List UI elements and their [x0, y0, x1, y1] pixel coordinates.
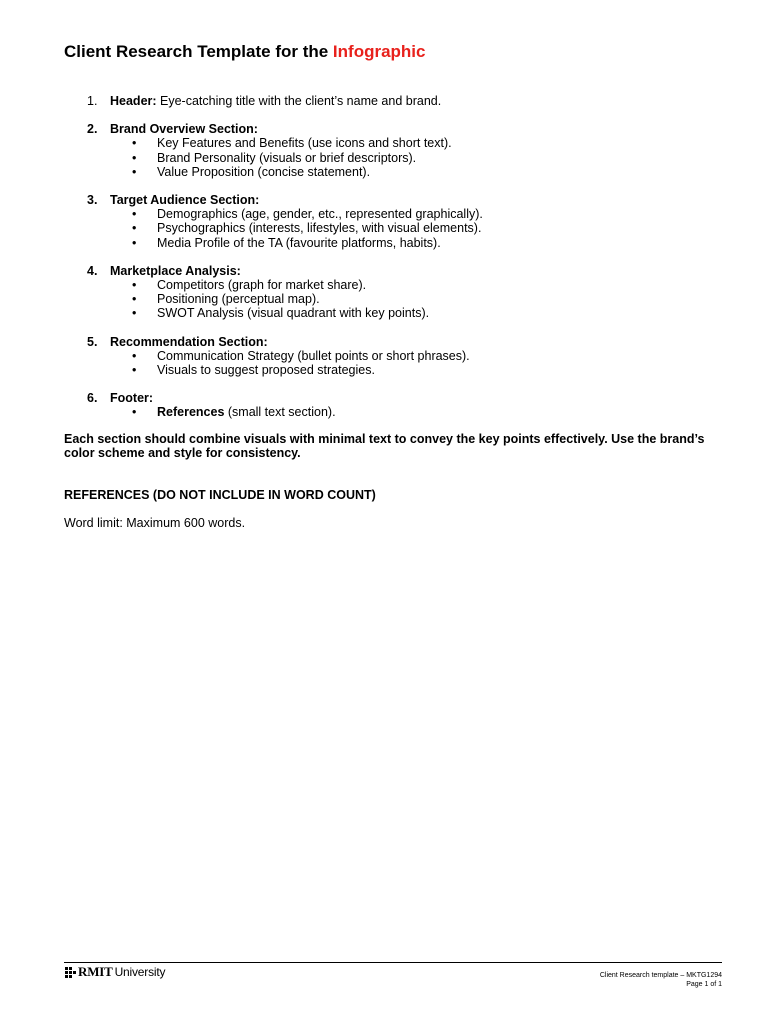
references-label: References — [157, 405, 225, 420]
list-item: • Demographics (age, gender, etc., represented graphically). — [110, 207, 704, 221]
bullet-list — [110, 207, 704, 250]
section-number: 2. — [87, 122, 98, 137]
list-item: • Value Proposition (concise statement). — [110, 165, 704, 179]
rmit-logo — [64, 964, 165, 980]
section-item — [64, 193, 704, 250]
section-list — [64, 94, 704, 434]
logo-university-text: University — [114, 965, 166, 979]
closing-note: Each section should combine visuals with minimal text to convey the key points effectively. Use the brand’s color scheme and style for consistency. — [64, 432, 705, 461]
bullet-list — [110, 405, 704, 419]
list-item: • Positioning (perceptual map). — [110, 292, 704, 306]
section-item — [64, 391, 704, 419]
section-heading: Target Audience Section: — [110, 193, 260, 208]
section-number: 1. — [87, 94, 98, 108]
bullet-list — [110, 278, 704, 321]
title-prefix: Client Research Template for the — [64, 42, 333, 61]
section-item — [64, 264, 704, 321]
section-heading: Brand Overview Section: — [110, 122, 258, 137]
list-item: • SWOT Analysis (visual quadrant with key points). — [110, 306, 704, 320]
references-note: (small text section). — [224, 405, 336, 420]
section-heading: Footer: — [110, 391, 154, 406]
list-item — [110, 405, 704, 419]
section-text: Eye-catching title with the client’s name and brand. — [156, 94, 442, 108]
references-heading: REFERENCES (DO NOT INCLUDE IN WORD COUNT) — [64, 488, 376, 502]
page-title — [64, 42, 425, 62]
section-heading: Header: — [110, 94, 157, 108]
bullet-list — [110, 349, 704, 377]
section-item — [64, 335, 704, 378]
section-heading: Recommendation Section: — [110, 334, 268, 349]
section-number: 6. — [87, 391, 98, 406]
logo-rmit-text: RMIT — [78, 964, 113, 979]
page-number: Page 1 of 1 — [686, 980, 722, 988]
list-item: • Brand Personality (visuals or brief descriptors). — [110, 151, 704, 165]
word-limit: Word limit: Maximum 600 words. — [64, 516, 246, 530]
title-accent: Infographic — [332, 42, 426, 61]
document-label: Client Research template – MKTG1294 — [599, 972, 722, 979]
section-number: 5. — [87, 334, 98, 349]
bullet-list — [110, 136, 704, 179]
section-item — [64, 94, 704, 108]
list-item: • Visuals to suggest proposed strategies. — [110, 363, 704, 377]
footer-divider — [64, 962, 722, 963]
list-item: • Communication Strategy (bullet points or short phrases). — [110, 349, 704, 363]
section-number: 4. — [87, 263, 98, 278]
list-item: • Competitors (graph for market share). — [110, 278, 704, 292]
list-item: • Media Profile of the TA (favourite platforms, habits). — [110, 236, 704, 250]
section-item — [64, 122, 704, 179]
list-item: • Key Features and Benefits (use icons and short text). — [110, 136, 704, 150]
rmit-pixel-icon — [64, 966, 77, 979]
section-number: 3. — [87, 193, 98, 208]
list-item: • Psychographics (interests, lifestyles, with visual elements). — [110, 221, 704, 235]
section-heading: Marketplace Analysis: — [110, 263, 241, 278]
footer-info — [600, 972, 722, 989]
